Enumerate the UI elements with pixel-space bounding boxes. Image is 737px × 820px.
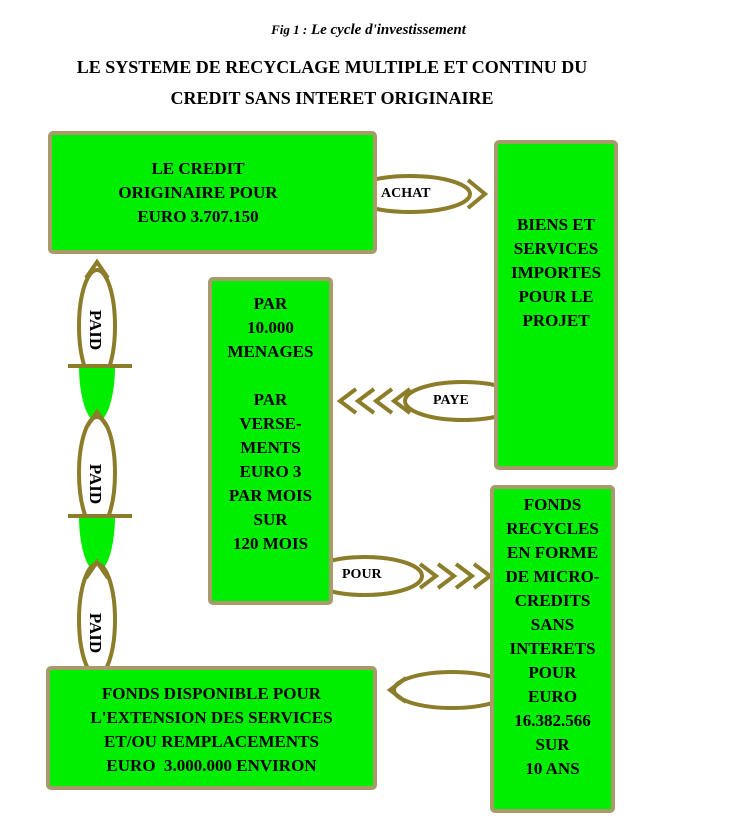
biens-text: BIENS ET SERVICES IMPORTES POUR LE PROJET xyxy=(510,215,602,330)
paid-label-2: PAID xyxy=(86,463,106,505)
paid-label-3: PAID xyxy=(86,612,106,654)
credit-box xyxy=(48,131,377,254)
credit-text: LE CREDIT ORIGINAIRE POUR EURO 3.707.150 xyxy=(118,159,278,226)
figure-caption-text: Le cycle d'investissement xyxy=(310,22,466,38)
menages-box xyxy=(208,277,333,605)
fonds-disponible-box xyxy=(46,666,377,790)
menages-text: PAR 10.000 MENAGES PAR VERSE- MENTS EURO 3 PAR MOIS SUR 120 MOIS xyxy=(227,294,314,553)
biens-box xyxy=(494,140,618,470)
diagram-title-line-1: LE SYSTEME DE RECYCLAGE MULTIPLE ET CONTINU DU xyxy=(76,57,588,77)
paid-label-1: PAID xyxy=(86,309,106,351)
fonds-recycles-text: FONDS RECYCLES EN FORME DE MICRO- CREDITS SANS INTERETS POUR EURO 16.382.566 SUR 10 ANS xyxy=(505,495,600,778)
fonds-disponible-text: FONDS DISPONIBLE POUR L'EXTENSION DES SERVICES ET/OU REMPLACEMENTS EURO 3.000.000 ENVIRON xyxy=(90,684,333,775)
pour-arrow xyxy=(308,557,490,595)
achat-label: ACHAT xyxy=(381,186,431,201)
pour-label: POUR xyxy=(342,567,382,582)
fonds-recycles-box xyxy=(490,485,615,813)
paye-label: PAYE xyxy=(433,393,469,408)
diagram-title-line-2: CREDIT SANS INTERET ORIGINAIRE xyxy=(170,88,494,108)
figure-number: Fig 1 : xyxy=(271,22,308,37)
